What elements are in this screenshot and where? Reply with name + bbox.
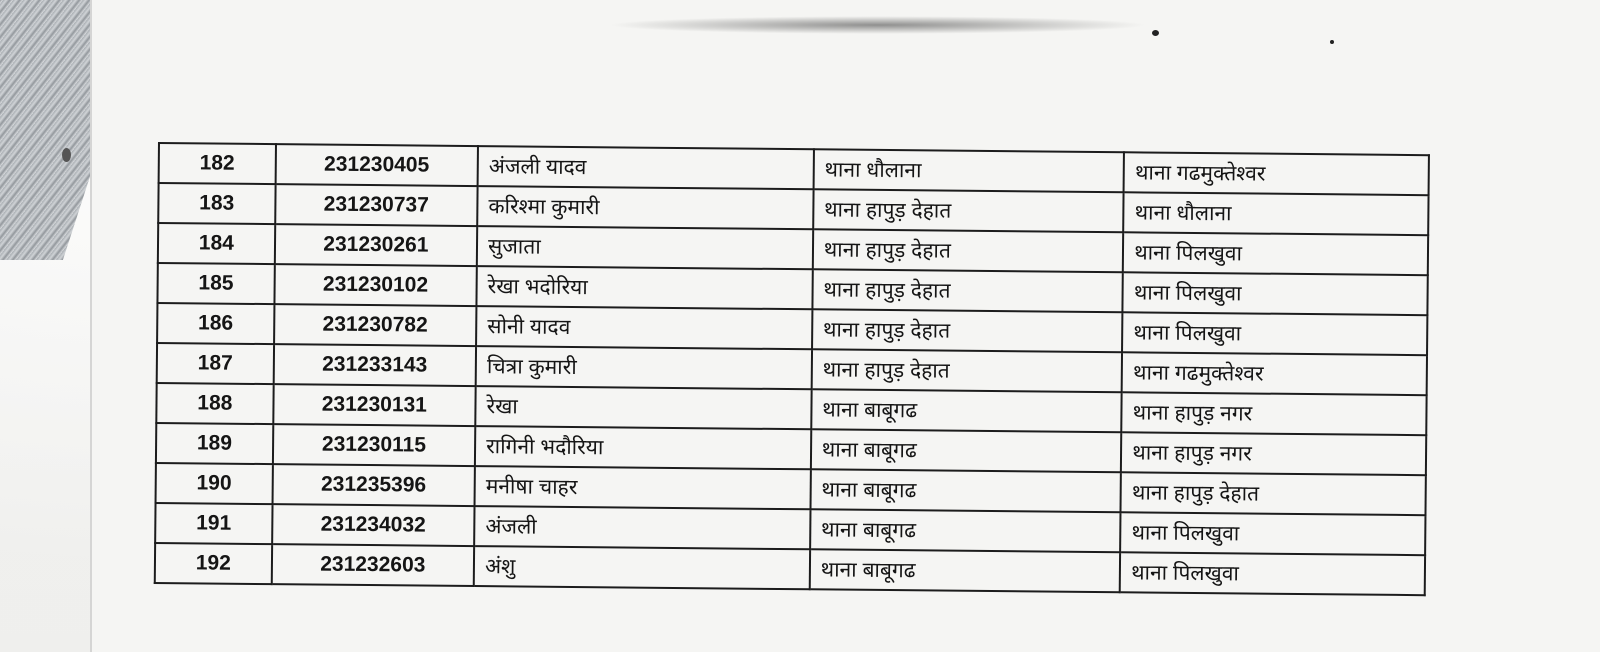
name-cell: अंजली यादव bbox=[478, 146, 814, 189]
transfer-table-wrapper bbox=[154, 142, 1430, 596]
new-station-cell: थाना धौलाना bbox=[1123, 192, 1428, 235]
roll-number-cell: 231230737 bbox=[275, 184, 478, 226]
current-station-cell: थाना बाबूगढ bbox=[811, 389, 1122, 432]
transfer-table bbox=[154, 142, 1430, 596]
serial-number-cell: 182 bbox=[159, 143, 276, 184]
new-station-cell: थाना हापुड़ नगर bbox=[1122, 392, 1427, 435]
name-cell: रेखा भदोरिया bbox=[477, 266, 813, 309]
serial-number-cell: 185 bbox=[157, 263, 274, 304]
roll-number-cell: 231230782 bbox=[274, 304, 477, 346]
current-station-cell: थाना हापुड़ देहात bbox=[813, 229, 1124, 272]
serial-number-cell: 191 bbox=[155, 503, 272, 544]
current-station-cell: थाना बाबूगढ bbox=[811, 429, 1122, 472]
name-cell: अंजली bbox=[474, 506, 810, 549]
roll-number-cell: 231232603 bbox=[271, 544, 474, 586]
new-station-cell: थाना पिलखुवा bbox=[1123, 232, 1428, 275]
current-station-cell: थाना हापुड़ देहात bbox=[813, 189, 1124, 232]
roll-number-cell: 231230115 bbox=[273, 424, 476, 466]
new-station-cell: थाना हापुड़ देहात bbox=[1121, 472, 1426, 515]
serial-number-cell: 187 bbox=[157, 343, 274, 384]
top-edge-smudge bbox=[608, 16, 1148, 34]
name-cell: करिश्मा कुमारी bbox=[477, 186, 813, 229]
roll-number-cell: 231230261 bbox=[275, 224, 478, 266]
current-station-cell: थाना हापुड़ देहात bbox=[812, 269, 1123, 312]
roll-number-cell: 231230405 bbox=[275, 144, 478, 186]
new-station-cell: थाना पिलखुवा bbox=[1120, 552, 1425, 595]
ink-speck bbox=[1330, 40, 1334, 44]
name-cell: मनीषा चाहर bbox=[475, 466, 811, 509]
new-station-cell: थाना पिलखुवा bbox=[1122, 312, 1427, 355]
current-station-cell: थाना हापुड़ देहात bbox=[812, 309, 1123, 352]
roll-number-cell: 231233143 bbox=[273, 344, 476, 386]
transfer-table-body bbox=[155, 143, 1429, 595]
new-station-cell: थाना गढमुक्तेश्वर bbox=[1122, 352, 1427, 395]
name-cell: चित्रा कुमारी bbox=[476, 346, 812, 389]
serial-number-cell: 190 bbox=[156, 463, 273, 504]
current-station-cell: थाना बाबूगढ bbox=[810, 509, 1121, 552]
name-cell: सुजाता bbox=[477, 226, 813, 269]
roll-number-cell: 231235396 bbox=[272, 464, 475, 506]
current-station-cell: थाना बाबूगढ bbox=[810, 469, 1121, 512]
roll-number-cell: 231230131 bbox=[273, 384, 476, 426]
new-station-cell: थाना पिलखुवा bbox=[1120, 512, 1425, 555]
roll-number-cell: 231230102 bbox=[274, 264, 477, 306]
serial-number-cell: 186 bbox=[157, 303, 274, 344]
serial-number-cell: 188 bbox=[156, 383, 273, 424]
roll-number-cell: 231234032 bbox=[272, 504, 475, 546]
new-station-cell: थाना हापुड़ नगर bbox=[1121, 432, 1426, 475]
current-station-cell: थाना हापुड़ देहात bbox=[811, 349, 1122, 392]
current-station-cell: थाना धौलाना bbox=[813, 149, 1124, 192]
serial-number-cell: 183 bbox=[158, 183, 275, 224]
name-cell: सोनी यादव bbox=[476, 306, 812, 349]
serial-number-cell: 184 bbox=[158, 223, 275, 264]
ink-speck bbox=[1152, 30, 1159, 36]
serial-number-cell: 189 bbox=[156, 423, 273, 464]
name-cell: रेखा bbox=[475, 386, 811, 429]
new-station-cell: थाना गढमुक्तेश्वर bbox=[1124, 152, 1429, 195]
name-cell: रागिनी भदौरिया bbox=[475, 426, 811, 469]
new-station-cell: थाना पिलखुवा bbox=[1123, 272, 1428, 315]
current-station-cell: थाना बाबूगढ bbox=[810, 549, 1121, 592]
ink-speck bbox=[62, 148, 71, 162]
name-cell: अंशु bbox=[474, 546, 810, 589]
serial-number-cell: 192 bbox=[155, 543, 272, 584]
